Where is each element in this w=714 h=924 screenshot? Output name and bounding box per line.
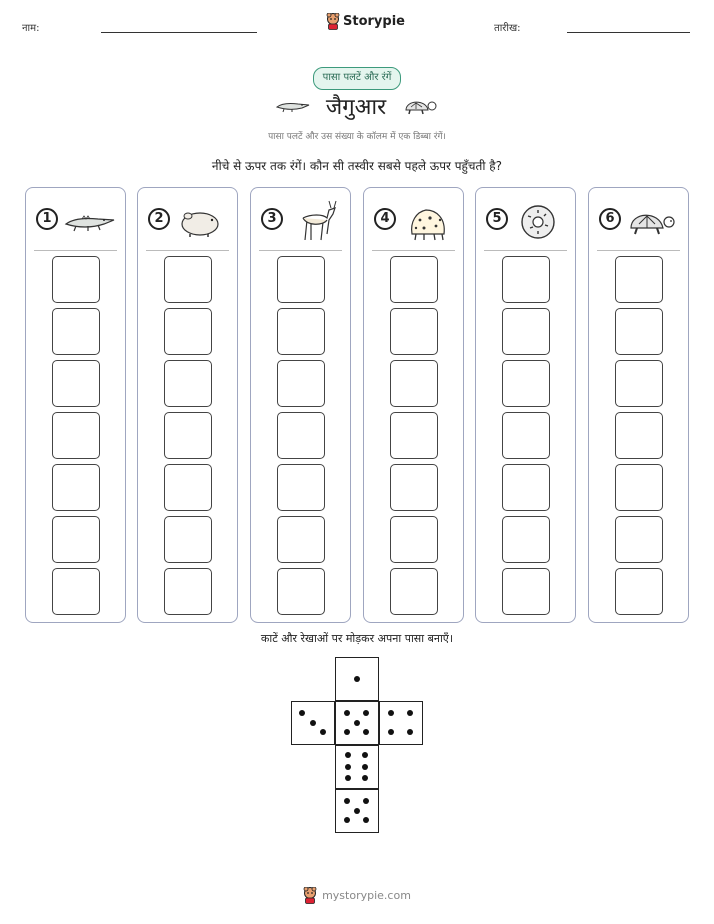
die-pip: [344, 798, 350, 804]
color-box[interactable]: [277, 464, 325, 511]
turtle-icon: [402, 95, 438, 117]
storypie-mascot-icon: [303, 887, 317, 904]
color-box[interactable]: [52, 412, 100, 459]
die-pip: [354, 720, 360, 726]
column-number: 1: [36, 208, 58, 230]
die-pip: [363, 729, 369, 735]
die-pip: [363, 817, 369, 823]
color-box[interactable]: [164, 516, 212, 563]
color-box[interactable]: [615, 256, 663, 303]
die-pip: [407, 710, 413, 716]
date-line[interactable]: [567, 32, 690, 33]
badge-wrap: [0, 67, 714, 90]
color-box[interactable]: [502, 256, 550, 303]
color-box[interactable]: [52, 516, 100, 563]
column-number: 4: [374, 208, 396, 230]
die-face-6: [335, 745, 379, 789]
brand-logo: [326, 13, 405, 30]
column-5: [475, 187, 576, 623]
color-box[interactable]: [52, 568, 100, 615]
column-divider: [146, 250, 229, 251]
die-pip: [363, 798, 369, 804]
die-pip: [388, 729, 394, 735]
color-box[interactable]: [502, 464, 550, 511]
color-box[interactable]: [502, 568, 550, 615]
die-pip: [345, 764, 351, 770]
color-box[interactable]: [277, 308, 325, 355]
column-number: 2: [148, 208, 170, 230]
subtitle: पासा पलटें और उस संख्या के कॉलम में एक डिब्बा रंगें।: [268, 132, 446, 142]
color-box[interactable]: [277, 412, 325, 459]
color-box[interactable]: [390, 360, 438, 407]
die-face-5: [335, 701, 379, 745]
die-pip: [407, 729, 413, 735]
color-box[interactable]: [277, 256, 325, 303]
color-box[interactable]: [615, 464, 663, 511]
column-divider: [259, 250, 342, 251]
die-pip: [299, 710, 305, 716]
color-box[interactable]: [390, 568, 438, 615]
die-face-3: [291, 701, 335, 745]
die-face-4: [379, 701, 423, 745]
column-6: [588, 187, 689, 623]
die-pip: [354, 808, 360, 814]
color-box[interactable]: [277, 516, 325, 563]
die-pip: [310, 720, 316, 726]
color-box[interactable]: [390, 464, 438, 511]
column-number: 5: [486, 208, 508, 230]
column-divider: [597, 250, 680, 251]
column-divider: [34, 250, 117, 251]
die-pip: [345, 752, 351, 758]
column-2: [137, 187, 238, 623]
die-face-1: [335, 657, 379, 701]
color-box[interactable]: [164, 308, 212, 355]
color-box[interactable]: [164, 464, 212, 511]
column-1: [25, 187, 126, 623]
date-label: तारीख:: [494, 23, 521, 34]
column-3: [250, 187, 351, 623]
die-pip: [344, 710, 350, 716]
color-box[interactable]: [390, 516, 438, 563]
color-box[interactable]: [615, 568, 663, 615]
storypie-mascot-icon: [326, 13, 340, 30]
instruction: नीचे से ऊपर तक रंगें। कौन सी तस्वीर सबसे पहले ऊपर पहुँचती है?: [211, 159, 503, 173]
column-divider: [372, 250, 455, 251]
color-box[interactable]: [52, 464, 100, 511]
color-box[interactable]: [277, 360, 325, 407]
color-box[interactable]: [164, 412, 212, 459]
title-row: [0, 91, 714, 121]
jaguar-icon: [402, 200, 454, 242]
page-title: जैगुआर: [325, 95, 387, 120]
color-box[interactable]: [164, 568, 212, 615]
color-box[interactable]: [390, 308, 438, 355]
color-box[interactable]: [502, 360, 550, 407]
guinea-pig-icon: [176, 200, 228, 242]
die-face-5: [335, 789, 379, 833]
die-pip: [362, 764, 368, 770]
die-pip: [345, 775, 351, 781]
die-pip: [388, 710, 394, 716]
die-pip: [320, 729, 326, 735]
color-box[interactable]: [164, 360, 212, 407]
color-box[interactable]: [52, 308, 100, 355]
deer-icon: [289, 200, 341, 242]
die-pip: [362, 775, 368, 781]
color-box[interactable]: [615, 360, 663, 407]
color-box[interactable]: [502, 412, 550, 459]
color-box[interactable]: [390, 412, 438, 459]
name-label: नाम:: [22, 23, 40, 34]
color-box[interactable]: [615, 516, 663, 563]
color-box[interactable]: [502, 516, 550, 563]
color-box[interactable]: [277, 568, 325, 615]
color-box[interactable]: [52, 256, 100, 303]
name-line[interactable]: [101, 32, 257, 33]
die-pip: [354, 676, 360, 682]
footer: [0, 887, 714, 904]
turtle-icon: [627, 200, 679, 242]
die-pip: [344, 729, 350, 735]
color-box[interactable]: [390, 256, 438, 303]
cut-instruction: काटें और रेखाओं पर मोड़कर अपना पासा बनाएँ।: [260, 632, 454, 645]
color-box[interactable]: [615, 412, 663, 459]
brand-name: Storypie: [343, 14, 405, 29]
die-pip: [362, 752, 368, 758]
column-4: [363, 187, 464, 623]
column-number: 3: [261, 208, 283, 230]
color-box[interactable]: [164, 256, 212, 303]
color-box[interactable]: [615, 308, 663, 355]
column-divider: [484, 250, 567, 251]
footer-url: mystorypie.com: [322, 889, 411, 902]
die-pip: [344, 817, 350, 823]
activity-badge: पासा पलटें और रंगें: [313, 67, 402, 90]
donut-icon: [514, 200, 566, 242]
column-number: 6: [599, 208, 621, 230]
die-pip: [363, 710, 369, 716]
color-box[interactable]: [502, 308, 550, 355]
crocodile-icon: [276, 99, 310, 113]
crocodile-icon: [64, 200, 116, 242]
color-box[interactable]: [52, 360, 100, 407]
